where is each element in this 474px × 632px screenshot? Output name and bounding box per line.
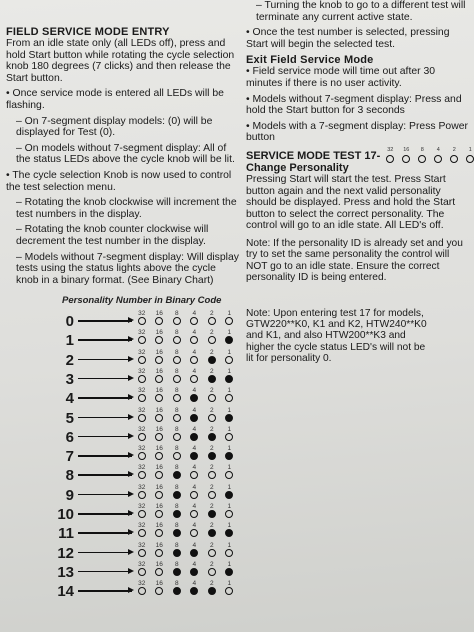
legend-led [448,147,460,163]
led-off-icon [225,394,233,402]
test17-subtitle: Change Personality [246,161,349,174]
bit-weight: 4 [192,425,197,433]
bit-weight: 1 [227,406,232,414]
bit-weights [133,387,238,394]
led-off-icon [138,529,146,537]
led-off-icon [208,568,216,576]
personality-number: 12 [57,544,74,562]
led-off-icon [138,471,146,479]
led-off-icon [138,336,146,344]
led-row [133,394,238,402]
bit-weight: 1 [227,348,232,356]
led-off-icon [208,336,216,344]
bit-weight: 32 [138,580,146,588]
led-row [133,491,238,499]
arrow-icon [78,455,132,457]
led-on-icon [208,356,216,364]
bit-weight: 2 [209,560,214,568]
binary-row [0,464,245,483]
led-off-icon [190,356,198,364]
bit-weight: 1 [227,580,232,588]
personality-number: 3 [65,370,74,388]
test17-title: SERVICE MODE TEST 17- [246,149,381,162]
bit-weight: 8 [174,387,179,395]
led-on-icon [225,491,233,499]
bit-weight: 4 [192,445,197,453]
legend-led [400,147,412,163]
led-on-icon [190,433,198,441]
binary-row [0,445,245,464]
bit-weights [133,464,238,471]
binary-row [0,407,245,426]
led-off-icon [225,471,233,479]
bit-weight: 4 [192,503,197,510]
led-on-icon [173,587,181,595]
led-off-icon [138,356,146,364]
bit-weight: 16 [155,387,163,395]
led-row [133,356,238,364]
led-off-icon [155,414,163,422]
led-off-icon [402,155,410,163]
led-off-icon [225,317,233,325]
led-off-icon [208,491,216,499]
led-off-icon [208,471,216,479]
bit-weight: 32 [138,560,146,568]
bit-weight: 32 [138,503,146,510]
bit-weight: 32 [138,425,146,433]
bit-weight: 16 [155,522,163,530]
arrow-icon [78,378,132,380]
no-seven-segment-note: – On models without 7-segment display: All of the status LEDs above the cycle knob will be lit. [16,142,235,166]
service-mode-bullet: • Once service mode is entered all LEDs will be flashing. [6,88,224,111]
bit-weight: 32 [138,387,146,395]
led-on-icon [173,568,181,576]
led-off-icon [155,491,163,499]
bit-weights [133,310,238,317]
led-on-icon [208,587,216,595]
led-off-icon [190,317,198,325]
knob-terminate-note: – Turning the knob to go to a different test will terminate any current active state. [256,0,466,23]
legend-led [464,147,474,163]
led-off-icon [434,155,442,163]
bit-weight: 4 [192,541,197,549]
led-on-icon [173,510,181,518]
legend-weight: 1 [468,146,472,153]
legend-led [384,147,396,163]
bit-weight: 16 [155,445,163,453]
bit-weight: 4 [192,310,197,317]
binary-row [0,503,245,522]
binary-row [0,426,245,445]
led-off-icon [155,549,163,557]
legend-weight: 4 [436,146,440,153]
arrow-icon [78,320,132,322]
binary-table-title: Personality Number in Binary Code [62,295,222,306]
personality-number: 8 [65,467,74,485]
bit-weight: 8 [174,425,179,433]
led-off-icon [190,529,198,537]
led-on-icon [190,549,198,557]
led-off-icon [190,510,198,518]
led-off-icon [138,452,146,460]
bit-weight: 2 [209,406,214,414]
bit-weight: 32 [138,445,146,453]
led-off-icon [173,356,181,364]
binary-row [0,310,245,329]
led-row [133,471,238,479]
arrow-icon [78,397,132,399]
personality-number: 9 [65,486,74,504]
bit-weight: 4 [192,522,197,530]
binary-row [0,522,245,541]
led-on-icon [190,568,198,576]
bit-weight: 2 [209,367,214,375]
led-on-icon [190,587,198,595]
led-off-icon [466,155,474,163]
led-off-icon [138,549,146,557]
led-on-icon [208,529,216,537]
led-off-icon [138,375,146,383]
binary-row [0,349,245,368]
bit-weight: 4 [192,464,197,472]
led-row [133,375,238,383]
arrow-icon [78,552,132,554]
models-note: Note: Upon entering test 17 for models, GTW220**K0, K1 and K2, HTW240**K0 and K1, and also HTW200**K3 and higher the cycle status LED's will not be lit for personality 0. [246,307,427,365]
led-off-icon [173,317,181,325]
led-off-icon [138,394,146,402]
entry-paragraph: From an idle state only (all LEDs off), press and hold Start button while rotating the cycle selection knob 180 degrees (7 clicks) and then release the Start button. [6,38,235,84]
bit-weights [133,329,238,336]
led-off-icon [155,529,163,537]
bit-weight: 1 [227,464,232,472]
led-off-icon [418,155,426,163]
bit-weight: 16 [155,580,163,588]
knob-bullet: • The cycle selection Knob is now used to control the test selection menu. [6,169,232,193]
bit-weight: 8 [174,580,179,588]
bit-weight: 2 [209,329,214,337]
led-off-icon [208,317,216,325]
binary-row [0,329,245,348]
bit-weight: 8 [174,329,179,337]
bit-weight: 16 [155,367,163,375]
binary-row [0,542,245,561]
arrow-icon [78,590,132,592]
bit-weight: 8 [174,348,179,356]
led-off-icon [138,510,146,518]
led-off-icon [190,336,198,344]
led-row [133,336,238,344]
led-row [133,452,238,460]
led-off-icon [138,433,146,441]
bit-weight: 8 [174,406,179,414]
counter-clockwise-note: – Rotating the knob counter clockwise will decrement the test number in the display. [16,224,209,247]
test17-led-legend [384,147,474,163]
led-off-icon [155,568,163,576]
led-off-icon [225,587,233,595]
bit-weight: 4 [192,580,197,588]
led-off-icon [173,394,181,402]
binary-display-note: – Models without 7-segment display: Will display tests using the status lights above the cycle knob in a binary format. (See Binary Chart) [16,251,239,286]
personality-number: 7 [65,448,74,466]
led-on-icon [225,452,233,460]
bit-weight: 4 [192,367,197,375]
right-column [246,0,472,369]
led-off-icon [173,433,181,441]
led-off-icon [155,587,163,595]
bit-weight: 1 [227,541,232,549]
bit-weight: 2 [209,445,214,453]
bit-weight: 1 [227,445,232,453]
bit-weights [133,561,238,568]
bit-weight: 32 [138,406,146,414]
bit-weight: 1 [227,560,232,568]
bit-weight: 2 [209,580,214,588]
led-off-icon [208,549,216,557]
personality-number: 2 [65,351,74,369]
bit-weight: 8 [174,445,179,453]
exit-no-display-bullet: • Models without 7-segment display: Press and hold the Start button for 3 seconds [246,93,462,117]
field-service-entry-title: FIELD SERVICE MODE ENTRY [6,26,170,38]
led-on-icon [190,452,198,460]
led-off-icon [450,155,458,163]
bit-weights [133,426,238,433]
bit-weight: 16 [155,310,163,317]
binary-row [0,561,245,580]
led-off-icon [225,356,233,364]
led-off-icon [155,510,163,518]
personality-number: 0 [65,313,74,330]
legend-led [432,147,444,163]
exit-display-bullet: • Models with a 7-segment display: Press Power button [246,120,468,144]
led-off-icon [155,356,163,364]
led-off-icon [155,336,163,344]
bit-weight: 32 [138,348,146,356]
personality-number: 6 [65,428,74,446]
led-off-icon [386,155,394,163]
bit-weight: 1 [227,483,232,491]
led-on-icon [173,549,181,557]
timeout-bullet: • Field service mode will time out after 30 minutes if there is no user activity. [246,66,436,89]
arrow-icon [78,417,132,419]
led-on-icon [208,510,216,518]
bit-weights [133,349,238,356]
led-on-icon [225,336,233,344]
led-off-icon [155,317,163,325]
led-off-icon [173,375,181,383]
bit-weight: 8 [174,560,179,568]
led-off-icon [173,452,181,460]
bit-weight: 4 [192,329,197,337]
bit-weight: 16 [155,425,163,433]
led-off-icon [155,452,163,460]
bit-weight: 8 [174,541,179,549]
personality-number: 4 [65,390,74,408]
led-off-icon [138,568,146,576]
bit-weight: 32 [138,310,146,317]
led-off-icon [190,471,198,479]
legend-weight: 2 [452,146,456,153]
led-on-icon [173,491,181,499]
legend-weight: 8 [420,146,424,153]
arrow-icon [78,474,132,476]
bit-weight: 4 [192,348,197,356]
bit-weight: 8 [174,503,179,510]
led-row [133,317,238,325]
bit-weight: 8 [174,464,179,472]
led-off-icon [138,317,146,325]
led-row [133,433,238,441]
led-on-icon [190,394,198,402]
personality-number: 10 [57,506,74,523]
bit-weight: 2 [209,541,214,549]
bit-weight: 2 [209,483,214,491]
binary-row [0,484,245,503]
led-on-icon [173,529,181,537]
led-on-icon [225,529,233,537]
bit-weight: 1 [227,310,232,317]
bit-weight: 8 [174,522,179,530]
personality-number: 11 [58,525,74,543]
bit-weight: 8 [174,310,179,317]
legend-led [416,147,428,163]
bit-weight: 2 [209,425,214,433]
bit-weight: 16 [155,464,163,472]
arrow-icon [78,436,132,438]
led-row [133,414,238,422]
led-on-icon [190,414,198,422]
led-on-icon [208,452,216,460]
led-off-icon [173,414,181,422]
led-row [133,529,238,537]
bit-weight: 16 [155,560,163,568]
led-on-icon [173,471,181,479]
arrow-icon [78,494,132,496]
led-row [133,587,238,595]
bit-weight: 1 [227,387,232,395]
led-off-icon [225,549,233,557]
led-row [133,568,238,576]
led-row [133,510,238,518]
led-off-icon [208,414,216,422]
bit-weight: 2 [209,503,214,510]
exit-service-title: Exit Field Service Mode [246,54,374,67]
bit-weight: 1 [227,329,232,337]
led-off-icon [190,491,198,499]
left-column [6,26,240,290]
binary-row [0,387,245,406]
personality-number: 14 [57,583,74,601]
bit-weight: 1 [227,503,232,510]
arrow-icon [78,339,132,341]
bit-weight: 4 [192,560,197,568]
legend-weight: 32 [387,146,394,153]
bit-weight: 32 [138,483,146,491]
bit-weight: 1 [227,522,232,530]
led-off-icon [138,414,146,422]
test17-heading [246,146,472,174]
led-off-icon [138,587,146,595]
led-off-icon [155,375,163,383]
led-on-icon [225,375,233,383]
bit-weight: 4 [192,483,197,491]
bit-weight: 2 [209,310,214,317]
bit-weights [133,484,238,491]
legend-weight: 16 [403,146,410,153]
bit-weight: 16 [155,406,163,414]
bit-weights [133,368,238,375]
bit-weight: 8 [174,483,179,491]
bit-weight: 32 [138,541,146,549]
bit-weight: 16 [155,503,163,510]
bit-weight: 4 [192,387,197,395]
clockwise-note: – Rotating the knob clockwise will increment the test numbers in the display. [16,197,237,220]
bit-weight: 2 [209,464,214,472]
led-off-icon [155,433,163,441]
led-off-icon [190,375,198,383]
personality-number: 5 [65,409,74,427]
led-off-icon [138,491,146,499]
bit-weight: 2 [209,348,214,356]
personality-number: 13 [57,563,74,581]
led-on-icon [208,375,216,383]
bit-weight: 16 [155,483,163,491]
led-off-icon [155,471,163,479]
led-on-icon [225,568,233,576]
arrow-icon [78,571,132,573]
bit-weight: 16 [155,541,163,549]
bit-weight: 32 [138,367,146,375]
bit-weight: 32 [138,464,146,472]
led-off-icon [225,510,233,518]
bit-weights [133,503,238,510]
personality-note: Note: If the personality ID is already set and you try to set the same personality the control will NOT go to an idle state. Ensure the correct personality ID is being entered. [246,237,463,284]
bit-weight: 16 [155,329,163,337]
bit-weight: 32 [138,522,146,530]
bit-weights [133,580,238,587]
led-on-icon [225,414,233,422]
bit-weights [133,407,238,414]
arrow-icon [78,359,132,361]
start-test-bullet: • Once the test number is selected, pressing Start will begin the selected test. [246,27,450,50]
led-on-icon [208,433,216,441]
bit-weight: 2 [209,387,214,395]
led-off-icon [225,433,233,441]
led-off-icon [173,336,181,344]
led-row [133,549,238,557]
seven-segment-note: – On 7-segment display models: (0) will be displayed for Test (0). [16,115,213,139]
test17-paragraph: Pressing Start will start the test. Press Start button again and the next valid personality should be displayed. Press and hold the Start button to select the correct personality. The control will go to an idle state. All LED's off. [246,173,456,232]
bit-weights [133,522,238,529]
bit-weight: 2 [209,522,214,530]
led-off-icon [155,394,163,402]
bit-weights [133,445,238,452]
personality-number: 1 [65,332,74,350]
arrow-icon [78,532,132,534]
bit-weights [133,542,238,549]
binary-row [0,580,245,599]
bit-weight: 16 [155,348,163,356]
bit-weight: 8 [174,367,179,375]
bit-weight: 1 [227,425,232,433]
bit-weight: 4 [192,406,197,414]
bit-weight: 32 [138,329,146,337]
led-off-icon [208,394,216,402]
binary-row [0,368,245,387]
bit-weight: 1 [227,367,232,375]
arrow-icon [78,513,132,515]
